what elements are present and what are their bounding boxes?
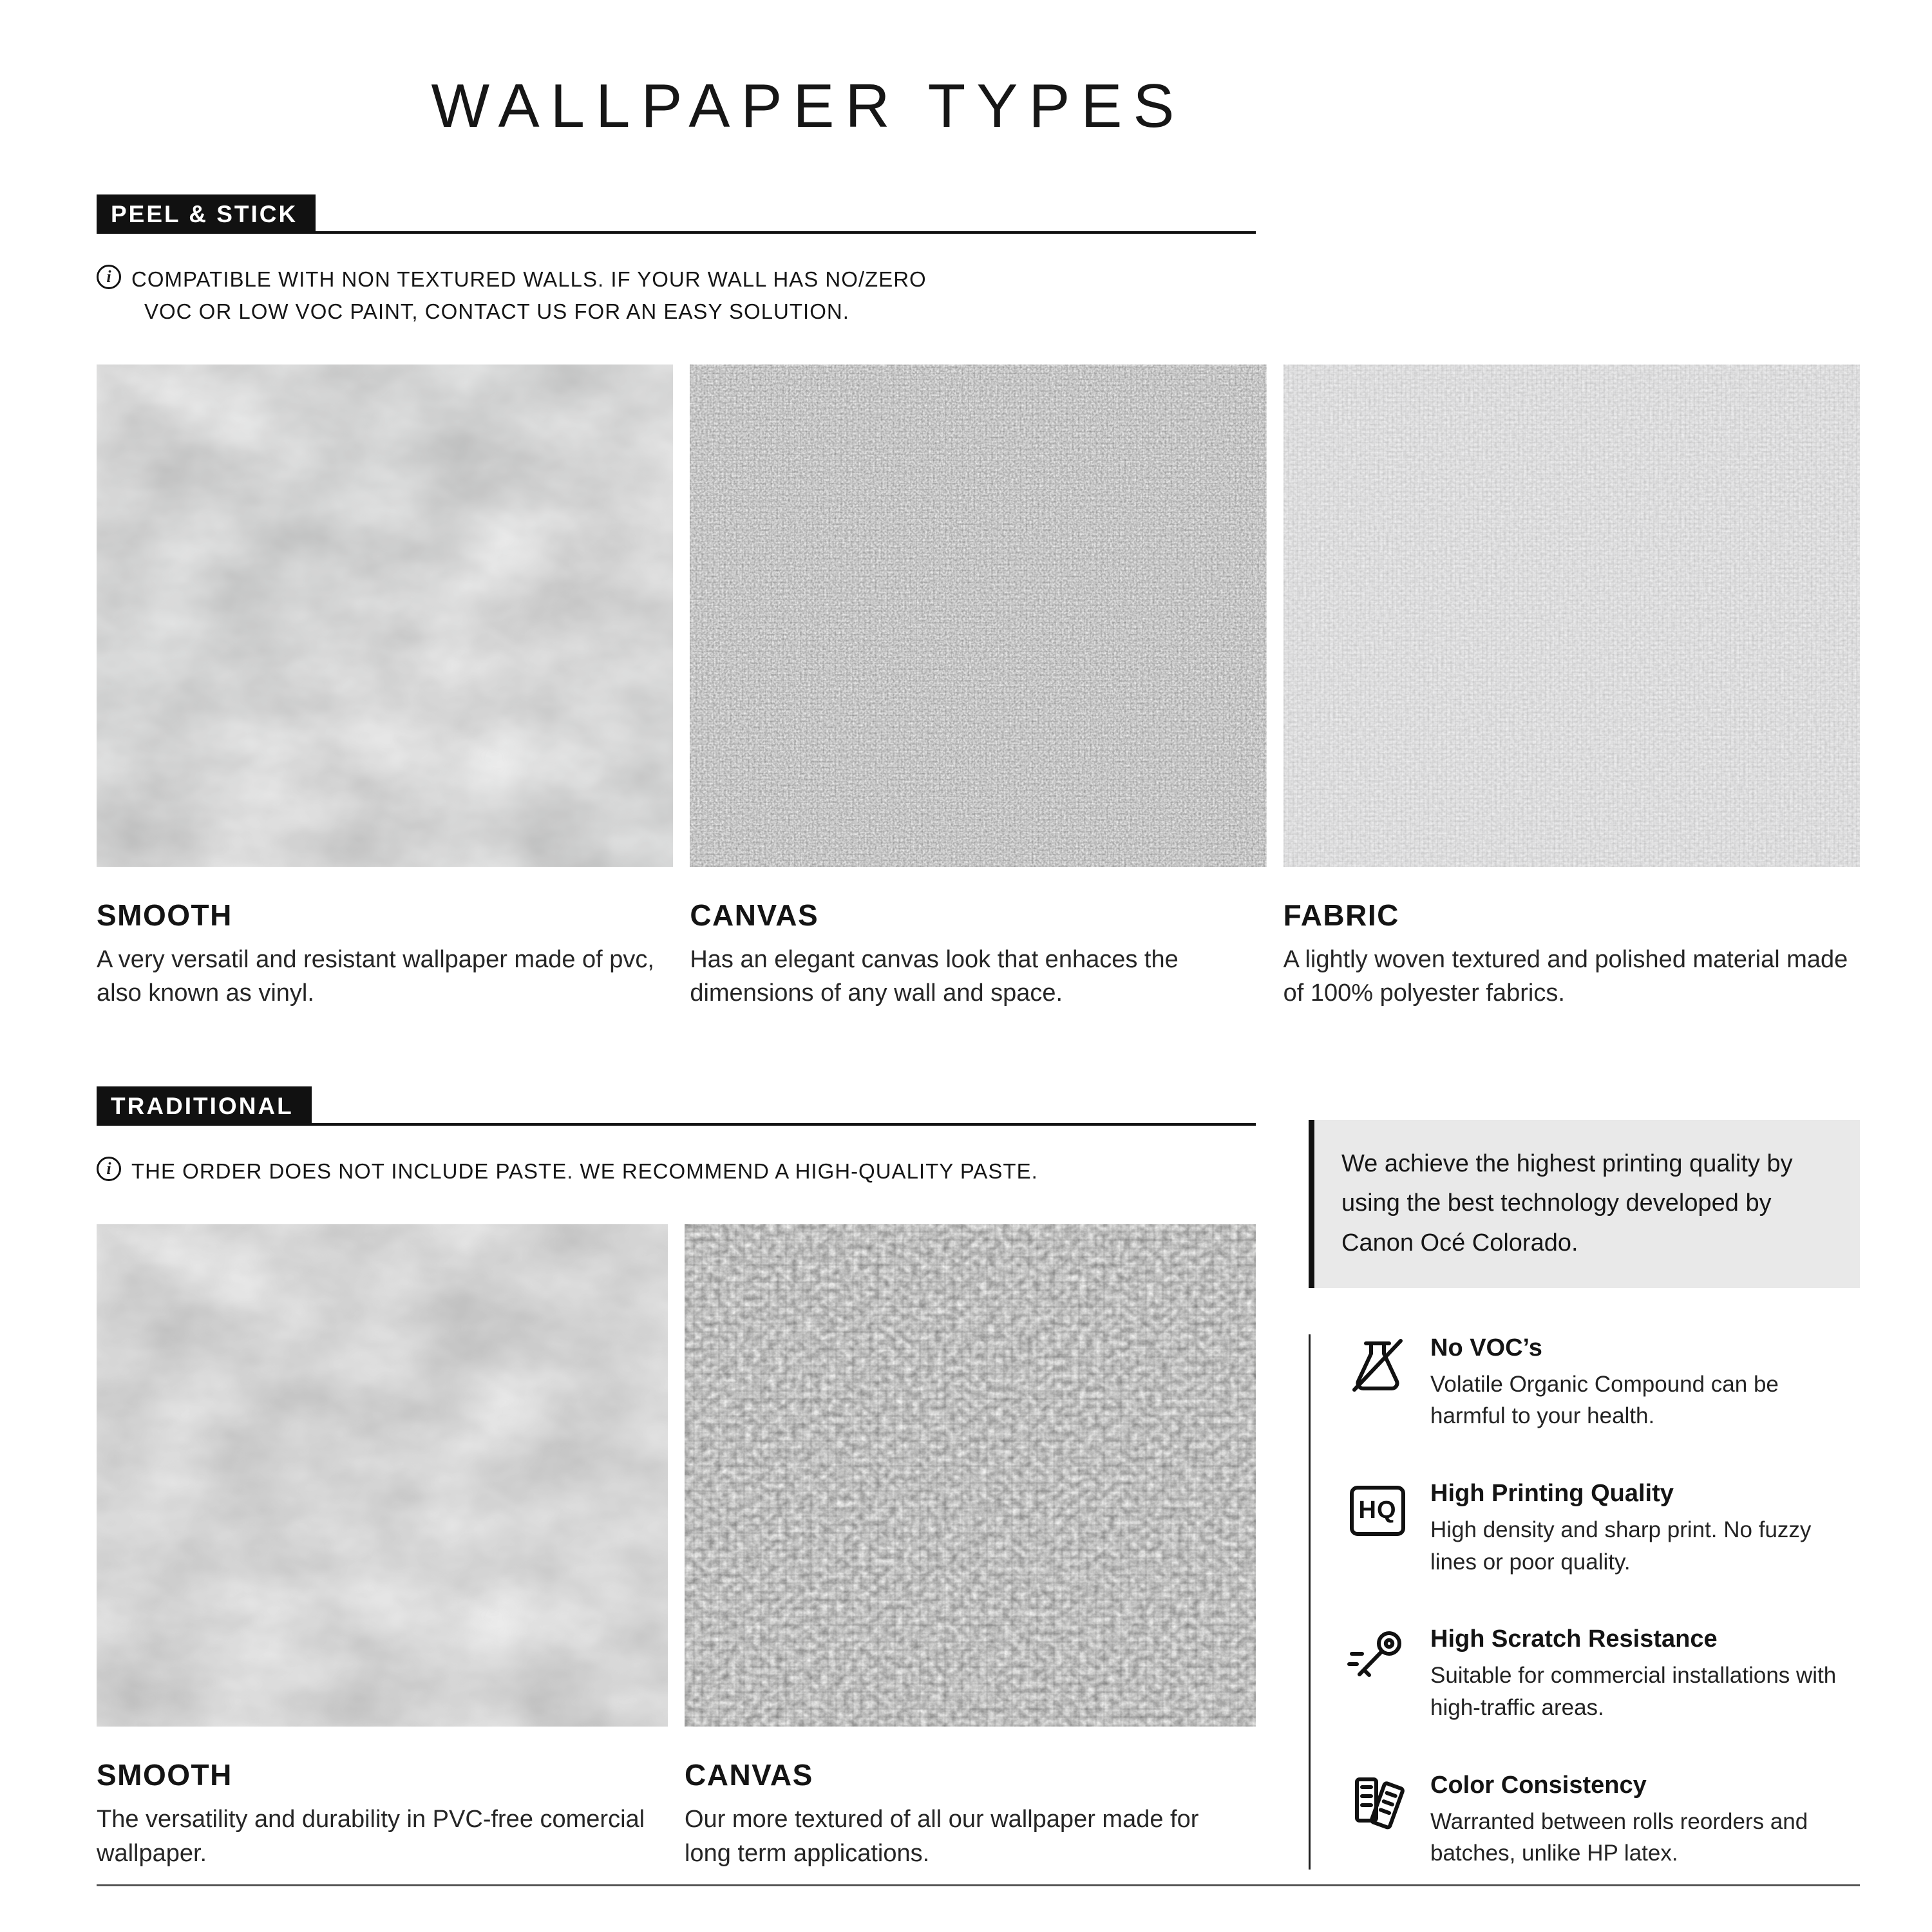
swatch-description: Our more textured of all our wallpaper made for long term applications.	[685, 1806, 1199, 1867]
feature-description: Warranted between rolls reorders and batches, unlike HP latex.	[1430, 1808, 1808, 1866]
printing-quality-note: We achieve the highest printing quality by using the best technology developed by Canon Océ Colorado.	[1309, 1120, 1860, 1288]
feature-description: Volatile Organic Compound can be harmful to your health.	[1430, 1371, 1779, 1429]
feature-title: No VOC’s	[1430, 1334, 1542, 1361]
peel-and-stick-note	[97, 263, 1860, 327]
swatch-description: Has an elegant canvas look that enhaces the dimensions of any wall and space.	[690, 946, 1179, 1007]
feature-text	[1430, 1480, 1860, 1578]
page-title: WALLPAPER TYPES	[431, 71, 1186, 140]
hq-icon	[1347, 1480, 1408, 1542]
feature-description: Suitable for commercial installations with high-traffic areas.	[1430, 1663, 1837, 1720]
section-tag-peel-and-stick: PEEL & STICK	[97, 194, 316, 234]
section-rule	[316, 231, 1256, 234]
feature-text	[1430, 1334, 1860, 1432]
swatch-description: A very versatil and resistant wallpaper made of pvc, also known as vinyl.	[97, 946, 654, 1007]
lower-area	[97, 1086, 1860, 1870]
feature-color-consistency	[1347, 1772, 1860, 1870]
title-wrap	[97, 71, 1520, 142]
hq-icon-label: HQ	[1350, 1486, 1405, 1536]
swatch-col-canvas-traditional	[685, 1224, 1256, 1870]
section-rule	[312, 1123, 1256, 1126]
section-tag-traditional: TRADITIONAL	[97, 1086, 312, 1126]
feature-description: High density and sharp print. No fuzzy lines or poor quality.	[1430, 1517, 1812, 1575]
no-voc-icon	[1347, 1334, 1408, 1396]
feature-high-scratch-resistance	[1347, 1625, 1860, 1723]
feature-no-voc	[1347, 1334, 1860, 1432]
note-text	[131, 263, 927, 327]
section-traditional	[97, 1086, 1256, 1870]
traditional-note	[97, 1155, 1256, 1188]
bottom-divider	[97, 1884, 1860, 1886]
swatch-col-canvas	[690, 365, 1266, 1010]
note-line-2: VOC OR LOW VOC PAINT, CONTACT US FOR AN EASY SOLUTION.	[144, 299, 849, 323]
swatch-name: FABRIC	[1283, 898, 1399, 932]
swatch-description: A lightly woven textured and polished material made of 100% polyester fabrics.	[1283, 946, 1848, 1007]
peel-and-stick-swatch-row	[97, 365, 1860, 1010]
swatch-col-fabric	[1283, 365, 1860, 1010]
swatch-col-smooth-traditional	[97, 1224, 668, 1870]
fabric-texture-image	[1283, 365, 1860, 867]
smooth-traditional-texture-image	[97, 1224, 668, 1727]
section-peel-and-stick	[97, 194, 1860, 1010]
scratch-resistance-icon	[1347, 1625, 1408, 1687]
info-icon	[97, 265, 121, 289]
canvas-traditional-texture-image	[685, 1224, 1256, 1727]
swatch-name: SMOOTH	[97, 1758, 232, 1792]
swatch-col-smooth	[97, 365, 673, 1010]
feature-title: Color Consistency	[1430, 1771, 1647, 1799]
feature-text	[1430, 1772, 1860, 1870]
smooth-texture-image	[97, 365, 673, 867]
swatch-name: CANVAS	[685, 1758, 813, 1792]
note-line-1: COMPATIBLE WITH NON TEXTURED WALLS. IF YOUR WALL HAS NO/ZERO	[131, 267, 927, 291]
section-header-peel-and-stick	[97, 194, 1256, 234]
note-line-1: THE ORDER DOES NOT INCLUDE PASTE. WE RECOMMEND A HIGH-QUALITY PASTE.	[131, 1159, 1038, 1183]
right-column	[1309, 1120, 1860, 1870]
note-text	[131, 1155, 1038, 1188]
traditional-swatch-row	[97, 1224, 1256, 1870]
section-header-traditional	[97, 1086, 1256, 1126]
feature-high-printing-quality	[1347, 1480, 1860, 1578]
feature-title: High Scratch Resistance	[1430, 1625, 1718, 1653]
canvas-texture-image	[690, 365, 1266, 867]
swatch-name: CANVAS	[690, 898, 819, 932]
feature-text	[1430, 1625, 1860, 1723]
feature-title: High Printing Quality	[1430, 1479, 1674, 1507]
swatch-description: The versatility and durability in PVC-free comercial wallpaper.	[97, 1806, 645, 1867]
features-list	[1309, 1334, 1860, 1870]
swatch-name: SMOOTH	[97, 898, 232, 932]
color-consistency-icon	[1347, 1772, 1408, 1833]
info-icon	[97, 1157, 121, 1181]
